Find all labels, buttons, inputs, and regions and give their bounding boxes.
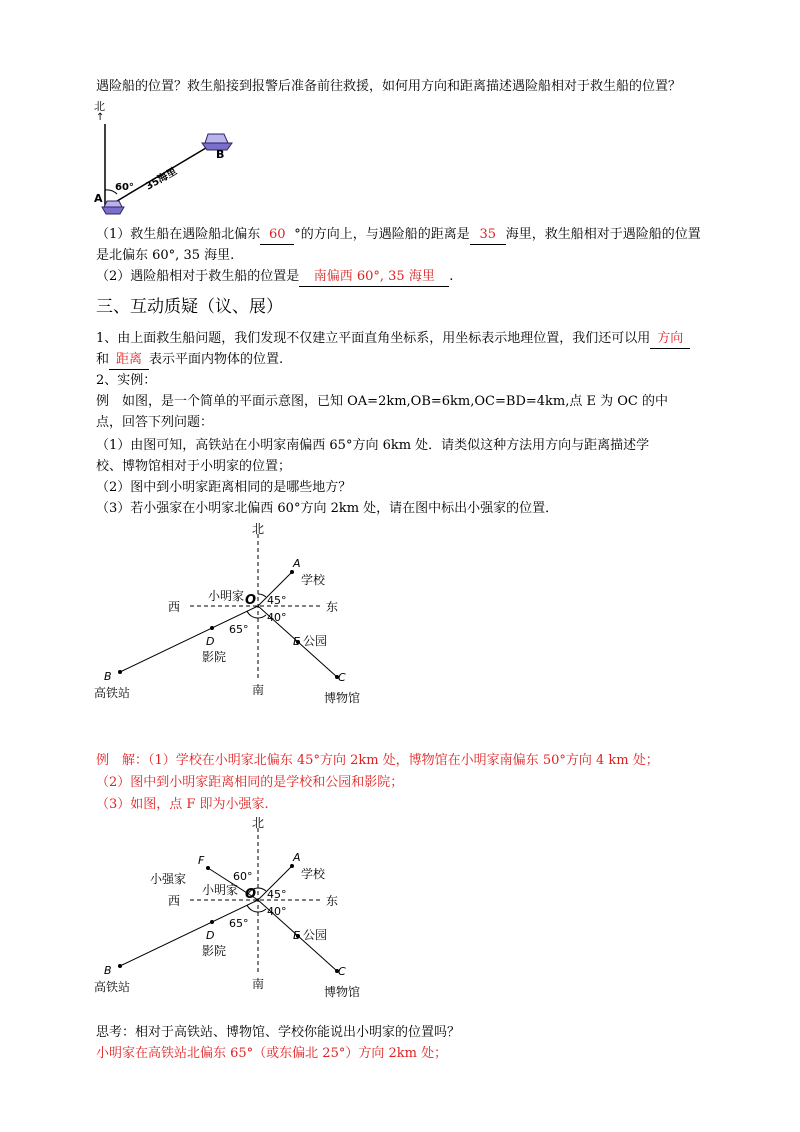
distance-label: 35海里 [144,166,179,193]
p1-text-1: 1、由上面救生船问题，我们发现不仅建立平面直角坐标系，用坐标表示地理位置，我们还可以用 [96,331,651,346]
example-q3: （3）若小强家在小明家北偏西 60°方向 2km 处，请在图中标出小强家的位置． [96,501,559,516]
example-q1a: （1）由图可知，高铁站在小明家南偏西 65°方向 6km 处．请类似这种方法用方向与距离描述学 [96,438,650,453]
think-question: 思考：相对于高铁站、博物馆、学校你能说出小明家的位置吗？ [96,1025,461,1040]
label-north: 北 [252,522,265,536]
p1-line2 [96,351,283,370]
point-f-dot [206,866,210,870]
label-ang45: 45° [267,888,287,901]
label-home: 小明家 [202,883,239,897]
p1-text-2: 和 [96,352,110,367]
label-west: 西 [168,894,181,908]
label-ang40: 40° [267,905,287,918]
label-school: 学校 [301,573,326,587]
ship-diagram [90,98,250,220]
label-south: 南 [252,977,265,991]
q2-line [96,268,453,287]
label-park: 公园 [303,634,328,648]
label-station: 高铁站 [94,686,131,700]
point-b-dot [118,670,122,674]
label-b: B [104,964,112,977]
label-museum: 博物馆 [324,691,361,705]
example-q2: （2）图中到小明家距离相同的是哪些地方？ [96,480,352,495]
label-e: E [293,929,300,942]
arc-45 [258,594,266,597]
label-f: F [198,854,205,867]
label-park: 公园 [303,928,328,942]
label-d: D [206,929,215,942]
q2-text-2: . [449,269,454,284]
label-museum: 博物馆 [324,985,361,999]
label-ang40: 40° [267,611,287,624]
q2-text-1: （2）遇险船相对于救生船的位置是 [96,269,300,284]
label-ang65: 65° [229,917,249,930]
q1-text-2: °的方向上，与遇险船的距离是 [294,227,470,242]
example-line2: 点，回答下列问题： [96,415,214,430]
q1-blank-angle: 60 [260,226,294,245]
label-b: B [104,670,112,683]
p2-line: 2、实例： [96,373,157,388]
arc-45 [258,888,266,891]
solution-1: 例 解：（1）学校在小明家北偏东 45°方向 2km 处，博物馆在小明家南偏东 50°方向 4 km 处； [96,753,659,768]
label-home: 小明家 [208,589,245,603]
q1-blank-distance: 35 [470,226,506,245]
north-arrow-icon: ↑ [96,112,105,123]
label-west: 西 [168,600,181,614]
label-c: C [338,965,346,978]
arc-65 [247,905,258,912]
label-o: O [245,593,257,608]
label-d: D [206,635,215,648]
point-d-dot [210,920,214,924]
angle-label: 60° [115,182,134,193]
intro-text: 遇险船的位置？救生船接到报警后准备前往救援，如何用方向和距离描述遇险船相对于救生船的位置？ [96,79,682,94]
label-south: 南 [252,683,265,697]
q1-line2: 是北偏东 60°, 35 海里. [96,248,235,263]
p1-blank-distance: 距离 [109,351,149,370]
arc-65 [247,611,258,618]
label-e: E [293,635,300,648]
p1-blank-direction: 方向 [650,330,690,349]
label-qiang: 小强家 [150,872,187,886]
label-ang45: 45° [267,594,287,607]
p1-line1 [96,330,690,349]
label-c: C [338,671,346,684]
section-heading: 三、互动质疑（议、展） [96,297,283,317]
point-a-label: A [94,192,103,205]
think-answer: 小明家在高铁站北偏东 65°（或东偏北 25°）方向 2km 处； [96,1046,448,1061]
example-line1: 例 如图，是一个简单的平面示意图，已知 OA=2km,OB=6km,OC=BD=4km,点 E 为 OC 的中 [96,394,668,409]
line-ob [120,900,258,966]
solution-3: （3）如图，点 F 即为小强家. [96,797,269,812]
label-a: A [293,851,301,864]
label-north: 北 [252,816,265,830]
label-o: O [245,887,257,902]
map-diagram-2 [90,812,380,1004]
label-cinema: 影院 [202,944,227,958]
label-station: 高铁站 [94,980,131,994]
north-label: 北 [94,100,105,113]
label-ang60: 60° [233,870,253,883]
example-q1b: 校、博物馆相对于小明家的位置； [96,459,292,474]
point-b-label: B [216,148,225,161]
point-a-dot [290,864,294,868]
label-cinema: 影院 [202,650,227,664]
label-east: 东 [326,600,339,614]
q1-line1 [96,226,701,245]
line-ob [120,606,258,672]
point-b-dot [118,964,122,968]
q2-blank-answer: 南偏西 60°, 35 海里 [299,268,449,287]
map-diagram-1 [90,520,380,710]
q1-text-3: 海里，救生船相对于遇险船的位置 [505,227,701,242]
arc-40 [258,615,266,618]
arc-40 [258,909,266,912]
label-east: 东 [326,894,339,908]
point-a-dot [290,570,294,574]
label-a: A [293,557,301,570]
p1-text-3: 表示平面内物体的位置. [149,352,284,367]
solution-2: （2）图中到小明家距离相同的是学校和公园和影院； [96,775,404,790]
label-school: 学校 [301,867,326,881]
point-d-dot [210,626,214,630]
label-ang65: 65° [229,623,249,636]
q1-text-1: （1）救生船在遇险船北偏东 [96,227,261,242]
